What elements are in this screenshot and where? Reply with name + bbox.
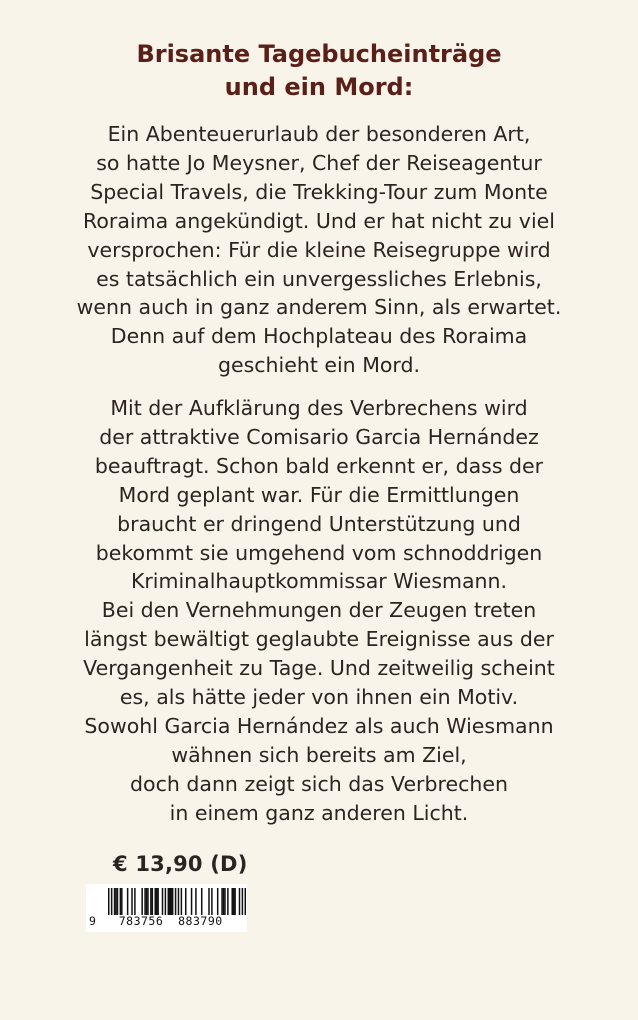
blurb-line: versprochen: Für die kleine Reisegruppe wird — [87, 237, 551, 262]
barcode-bar — [185, 888, 187, 915]
isbn-barcode — [86, 884, 247, 932]
blurb-line: Mord geplant war. Für die Ermittlungen — [118, 482, 520, 507]
blurb-line: Kriminalhauptkommissar Wiesmann. — [130, 569, 508, 594]
barcode-bar — [115, 888, 117, 915]
blurb-line: beauftragt. Schon bald erkennt er, dass der — [94, 453, 544, 478]
barcode-bar — [224, 888, 226, 915]
barcode-bar — [172, 888, 174, 915]
blurb-line: Bei den Vernehmungen der Zeugen treten — [101, 598, 537, 623]
barcode-bar — [152, 888, 154, 915]
barcode-bar — [191, 888, 193, 915]
barcode-bar — [245, 888, 246, 915]
blurb-line: bekommt sie umgehend vom schnoddrigen — [95, 540, 543, 565]
blurb-line: Denn auf dem Hochplateau des Roraima — [110, 324, 528, 349]
blurb-line: doch dann zeigt sich das Verbrechen — [130, 771, 508, 796]
barcode-bar — [227, 888, 229, 915]
barcode-bar — [111, 888, 113, 915]
barcode-bar — [147, 888, 149, 915]
barcode-bar — [201, 888, 203, 915]
barcode-bars — [108, 888, 246, 915]
barcode-bar — [156, 888, 158, 915]
barcode-bar — [108, 888, 110, 915]
blurb-line: es tatsächlich ein unvergessliches Erlebnis, — [96, 266, 542, 291]
blurb-line: geschieht ein Mord. — [217, 353, 421, 378]
headline-line-1: Brisante Tagebucheinträge — [136, 40, 502, 68]
barcode-bar — [233, 888, 235, 915]
barcode-bar — [223, 888, 225, 915]
headline — [0, 38, 638, 104]
barcode-bar — [157, 888, 159, 915]
blurb-line: so hatte Jo Meysner, Chef der Reiseagentur — [96, 150, 542, 175]
barcode-bar — [134, 888, 136, 915]
barcode-bar — [239, 888, 241, 915]
barcode-bar — [141, 888, 143, 915]
blurb-line: der attraktive Comisario Garcia Hernández — [99, 424, 539, 449]
barcode-bar — [169, 888, 171, 915]
price-label: € 13,90 (D) — [113, 852, 248, 876]
blurb-paragraph-2 — [0, 394, 638, 828]
barcode-bar — [181, 888, 183, 915]
isbn-first-digit: 9 — [89, 914, 97, 928]
barcode-bar — [178, 888, 180, 915]
isbn-group-1: 783756 — [118, 914, 164, 928]
barcode-bar — [221, 888, 223, 915]
blurb-line: es, als hätte jeder von ihnen ein Motiv. — [119, 685, 519, 710]
blurb-line: Roraima angekündigt. Und er hat nicht zu viel — [83, 208, 555, 233]
barcode-bar — [195, 888, 197, 915]
barcode-bar — [234, 888, 236, 915]
barcode-bar — [170, 888, 172, 915]
barcode-bar — [165, 888, 167, 915]
blurb-line: Mit der Aufklärung des Verbrechens wird — [110, 396, 528, 420]
barcode-bar — [162, 888, 164, 915]
isbn-group-2: 883790 — [178, 914, 223, 928]
blurb-paragraph-1 — [0, 120, 638, 380]
blurb-line: in einem ganz anderen Licht. — [169, 800, 469, 825]
barcode-bar — [208, 888, 210, 915]
barcode-bar — [168, 888, 170, 915]
barcode-bar — [231, 888, 233, 915]
headline-line-2: und ein Mord: — [224, 73, 414, 101]
blurb-line: Vergangenheit zu Tage. Und zeitweilig scheint — [83, 656, 555, 681]
barcode-bar — [242, 888, 244, 915]
blurb-line: wähnen sich bereits am Ziel, — [171, 742, 467, 767]
blurb-line: Sowohl Garcia Hernández als auch Wiesmann — [84, 713, 554, 738]
barcode-bar — [127, 888, 129, 915]
barcode-bar — [121, 888, 123, 915]
barcode-bar — [211, 888, 213, 915]
blurb-line: Special Travels, die Trekking-Tour zum Monte — [90, 179, 548, 204]
barcode-bar — [114, 888, 116, 915]
barcode-bar — [146, 888, 148, 915]
blurb-line: wenn auch in ganz anderem Sinn, als erwartet. — [76, 295, 562, 320]
barcode-bar — [117, 888, 119, 915]
blurb-line: Ein Abenteuerurlaub der besonderen Art, — [107, 122, 531, 146]
barcode-bar — [144, 888, 146, 915]
barcode-bar — [120, 888, 122, 915]
isbn-digits — [89, 914, 246, 928]
barcode-bar — [175, 888, 177, 915]
barcode-bar — [154, 888, 156, 915]
barcode-bar — [217, 888, 219, 915]
blurb-line: längst bewältigt geglaubte Ereignisse aus der — [84, 627, 554, 652]
blurb-line: braucht er dringend Unterstützung und — [117, 511, 521, 536]
barcode-bar — [150, 888, 152, 915]
barcode-bar — [131, 888, 133, 915]
